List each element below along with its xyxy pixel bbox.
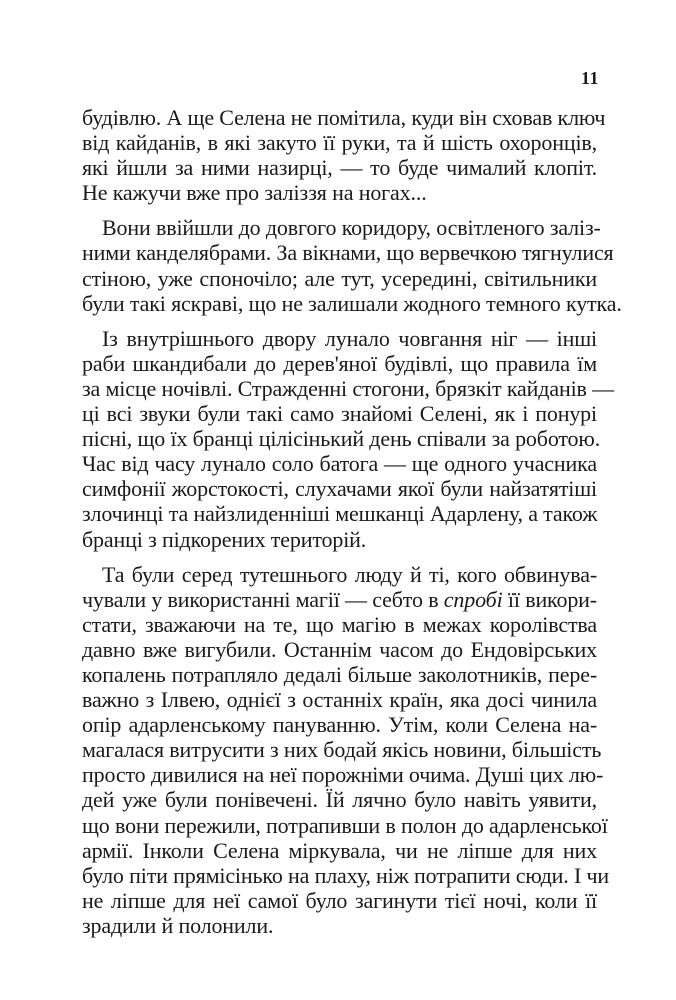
paragraph-3 [82, 325, 614, 552]
text-line: зрадили й полонили. [82, 912, 274, 938]
text-line: раби шкандибали до дерев'яної будівлі, що правила їм [82, 350, 597, 376]
text-line: бранці з підкорених територій. [82, 526, 367, 552]
text-line: важно з Ілвею, однієї з останніх країн, яка досі чинила [82, 687, 597, 713]
text-line: що вони пережили, потрапивши в полон до адарленської [82, 812, 608, 838]
body-text [82, 105, 622, 938]
text-line: злочинці та найзлиденніші мешканці Адарлену, а також [82, 501, 598, 527]
text-line: які йшли за ними назирці, — то буде чималий клопіт. [82, 155, 597, 181]
text-line: просто дивилися на неї порожніми очима. Душі цих лю- [82, 762, 604, 788]
text-line: Вони ввійшли до довгого коридору, освітленого заліз- [102, 215, 601, 241]
text-line: від кайданів, в які закуто її руки, та й шість охоронців, [82, 130, 597, 156]
page-number: 11 [581, 68, 600, 88]
text-line: пісні, що їх бранці цілісінький день співали за роботою. [82, 426, 601, 452]
text-line: ці всі звуки були такі само знайомі Селені, як і понурі [82, 401, 597, 427]
text-line: були такі яскраві, що не залишали жодного темного кутка. [82, 290, 622, 316]
emphasized-word: спробі [443, 586, 503, 612]
paragraph-4 [82, 561, 610, 938]
text-line: ними канделябрами. За вікнами, що вервечкою тягнулися [82, 240, 614, 266]
text-line: магалася витрусити з них бодай якісь новини, більшість [82, 737, 602, 763]
text-line: армії. Інколи Селена міркувала, чи не ліпше для них [82, 837, 597, 863]
text-line: Час від часу лунало соло батога — ще одного учасника [82, 451, 597, 477]
text-line: симфонії жорстокості, слухачами якої були найзатятіші [82, 476, 597, 502]
paragraph-2 [82, 215, 622, 316]
text-line: Із внутрішнього двору лунало човгання ніг — інші [102, 325, 597, 351]
text-line: дей уже були понівечені. Їй лячно було навіть уявити, [82, 787, 597, 813]
text-line: копалень потрапляло дедалі більше заколотників, пере- [82, 661, 597, 687]
text-line: за місце ночівлі. Стражденні стогони, брязкіт кайданів — [82, 375, 614, 401]
text-line: стіною, уже споночіло; але тут, усередині, світильники [82, 265, 597, 291]
text-line: давно вже вигубили. Останнім часом до Ендовірських [82, 636, 597, 662]
text-line: Не кажучи вже про заліззя на ногах... [82, 180, 427, 206]
text-line: стати, зважаючи на те, що магію в межах королівства [82, 611, 597, 637]
text-line: Та були серед тутешнього люду й ті, кого обвинува- [102, 561, 597, 587]
text-line: було піти прямісінько на плаху, ніж потрапити сюди. І чи [82, 862, 610, 888]
text-line: не ліпше для неї самої було загинути тієї ночі, коли її [82, 887, 597, 913]
text-line: опір адарленському пануванню. Утім, коли Селена на- [82, 712, 597, 738]
text-line: будівлю. А ще Селена не помітила, куди він сховав ключ [82, 105, 606, 130]
paragraph-1 [82, 105, 606, 206]
text-line: чували у використанні магії — себто в спробі її викори- [82, 586, 597, 612]
